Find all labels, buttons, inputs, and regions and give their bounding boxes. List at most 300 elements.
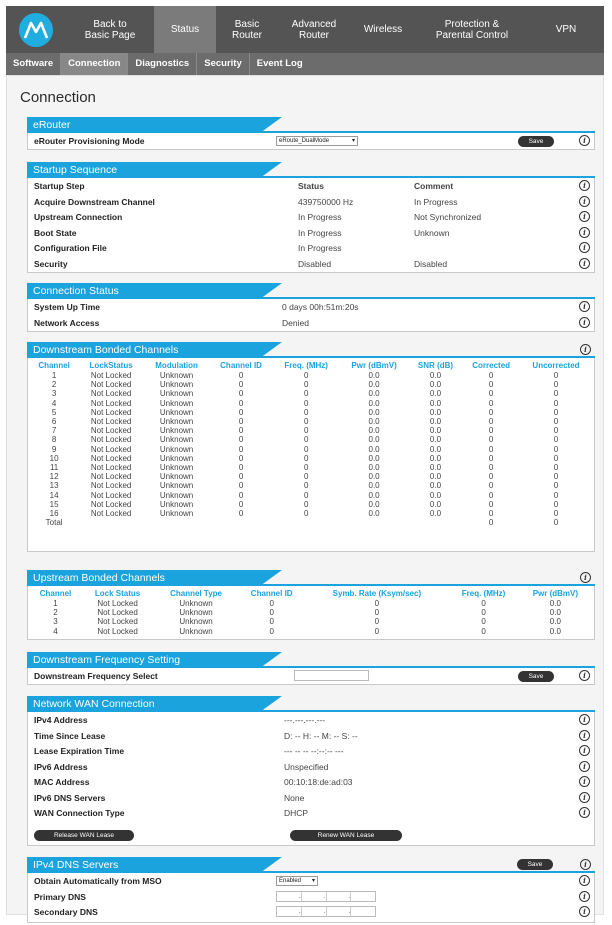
table-row (30, 627, 592, 636)
section-title: eRouter (27, 117, 260, 133)
dns-section (27, 857, 595, 923)
table-cell: Unknown (159, 380, 194, 390)
startup-body (27, 178, 595, 273)
table-cell: 0 (238, 435, 244, 445)
table-cell: Not Locked (90, 453, 132, 463)
dns-secondary-label: Secondary DNS (34, 907, 98, 917)
table-cell: 0.0 (368, 389, 380, 399)
table-row (30, 371, 592, 380)
table-row (30, 463, 592, 472)
table-cell: 2 (51, 380, 57, 390)
table-cell: 0 (238, 389, 244, 399)
table-cell: 0 (238, 462, 244, 472)
top-navigation (6, 6, 604, 53)
table-cell: 0 (481, 608, 486, 618)
table-cell: Unknown (159, 371, 194, 381)
wan-value: None (284, 792, 305, 803)
table-cell: 0 (303, 462, 309, 472)
table-row (30, 617, 592, 626)
table-cell: 0 (553, 371, 559, 381)
motorola-logo-icon[interactable] (19, 13, 53, 47)
table-cell: 14 (49, 490, 59, 500)
table-cell: 0 (488, 490, 494, 500)
subnav-software[interactable]: Software (6, 53, 61, 75)
network-access-row (28, 315, 594, 331)
table-cell: Unknown (159, 490, 194, 500)
table-cell: Not Locked (90, 462, 132, 472)
table-cell: Not Locked (90, 389, 132, 399)
info-icon[interactable]: i (579, 891, 590, 902)
table-cell: 0.0 (368, 426, 380, 436)
ds-frequency-section (27, 652, 595, 685)
subnav-security[interactable]: Security (197, 53, 250, 75)
empty-cell (273, 518, 340, 527)
table-cell: 2 (53, 608, 58, 618)
table-cell: Not Locked (90, 407, 132, 417)
startup-status: In Progress (298, 243, 342, 253)
nav-protection-parental-control[interactable]: Protection & Parental Control (435, 18, 509, 41)
network-access-value: Denied (282, 317, 309, 328)
table-cell: 0 (488, 407, 494, 417)
table-cell: 0.0 (429, 398, 442, 408)
dns-obtain-value: Enabled (279, 878, 302, 884)
table-row (30, 500, 592, 509)
ds-frequency-save-button[interactable]: Save (518, 671, 554, 682)
wan-value: --- -- -- --:--:-- --- (284, 746, 344, 756)
ip-octet[interactable]: . (327, 892, 352, 901)
empty-cell (339, 518, 408, 527)
table-cell: Unknown (159, 472, 194, 482)
table-cell: 15 (49, 499, 59, 509)
table-cell: 0.0 (368, 472, 380, 482)
table-cell: 0 (269, 599, 274, 609)
info-icon[interactable]: i (579, 792, 590, 803)
table-row (30, 472, 592, 481)
info-icon[interactable]: i (579, 317, 590, 328)
table-cell: 0 (303, 444, 309, 454)
table-cell: Unknown (179, 599, 213, 609)
table-cell: 0.0 (368, 371, 380, 381)
table-cell: 0 (374, 626, 380, 636)
table-cell: 0.0 (368, 481, 380, 491)
table-cell: 0 (238, 472, 244, 482)
col-symb-rate: Symb. Rate (Ksym/sec) (332, 589, 422, 598)
table-cell: 0 (553, 435, 559, 445)
total-label: Total (45, 518, 63, 528)
col-modulation: Modulation (155, 361, 198, 370)
nav-back-to-basic[interactable]: Back to Basic Page (84, 18, 136, 41)
table-cell: 0.0 (368, 462, 380, 472)
table-cell: 8 (51, 435, 57, 445)
table-cell: 0 (488, 389, 494, 399)
table-cell: 0.0 (429, 426, 442, 436)
table-cell: 0.0 (429, 444, 442, 454)
table-cell: 0 (553, 490, 559, 500)
table-cell: 0.0 (429, 453, 442, 463)
table-cell: Not Locked (97, 608, 138, 618)
startup-row (28, 225, 594, 241)
section-title: Downstream Bonded Channels (27, 342, 260, 358)
table-cell: Not Locked (90, 417, 132, 427)
table-cell: 0.0 (368, 407, 380, 417)
wan-label: IPv6 Address (34, 761, 88, 772)
table-row (30, 435, 592, 444)
col-channel: Channel (38, 361, 70, 370)
system-up-time-row (28, 299, 594, 315)
table-cell: 0 (238, 499, 244, 509)
table-cell: 0.0 (368, 499, 380, 509)
table-row (30, 599, 592, 608)
startup-comment: Not Synchronized (414, 212, 482, 222)
table-cell: 0.0 (429, 417, 442, 427)
upstream-header (27, 570, 595, 586)
table-cell: 0 (238, 481, 244, 491)
wan-label: Lease Expiration Time (34, 746, 125, 756)
table-cell: 0 (488, 499, 494, 509)
table-cell: 0 (374, 599, 380, 609)
dns-header (27, 857, 595, 873)
table-cell: 0 (303, 472, 309, 482)
nav-wireless[interactable]: Wireless (363, 24, 403, 35)
empty-cell (209, 518, 273, 527)
total-uncorrected: 0 (553, 518, 559, 528)
erouter-mode-row (28, 133, 594, 149)
table-cell: Not Locked (97, 617, 138, 627)
dns-body (27, 873, 595, 923)
erouter-mode-select[interactable] (276, 136, 358, 146)
table-cell: 0 (269, 617, 274, 627)
subnav-connection[interactable]: Connection (61, 53, 128, 75)
col-uncorrected: Uncorrected (532, 361, 580, 370)
table-cell: 7 (51, 426, 57, 436)
table-cell: Not Locked (90, 481, 132, 491)
startup-header-row (28, 178, 594, 194)
wan-label: WAN Connection Type (34, 808, 125, 818)
info-icon[interactable]: i (579, 196, 590, 207)
startup-header (27, 162, 595, 178)
nav-status[interactable]: Status (154, 6, 216, 53)
info-icon[interactable]: i (579, 745, 590, 756)
table-cell: 0.0 (368, 508, 380, 518)
table-cell: Unknown (159, 453, 194, 463)
table-cell: 0.0 (429, 481, 442, 491)
table-cell: 0.0 (368, 398, 380, 408)
table-row (30, 380, 592, 389)
dns-primary-row (28, 889, 594, 905)
col-channel-id: Channel ID (220, 361, 262, 370)
upstream-table-body (30, 599, 592, 636)
wan-body (27, 712, 595, 846)
table-cell: 0 (303, 499, 309, 509)
table-cell: Unknown (159, 417, 194, 427)
startup-row (28, 240, 594, 256)
startup-comment: Unknown (414, 227, 450, 238)
info-icon[interactable]: i (579, 135, 590, 146)
table-cell: 0.0 (429, 407, 442, 417)
table-row (30, 399, 592, 408)
table-cell: 0 (553, 417, 559, 427)
chevron-down-icon: ▾ (311, 878, 315, 884)
table-cell: 0 (238, 371, 244, 381)
table-cell: 0.0 (368, 380, 380, 390)
table-cell: 0 (238, 426, 244, 436)
info-icon[interactable]: i (579, 807, 590, 818)
table-cell: 0.0 (368, 444, 380, 454)
table-cell: 0 (303, 371, 309, 381)
connection-status-body (27, 299, 595, 332)
subnav-diagnostics[interactable]: Diagnostics (128, 53, 197, 75)
section-title: Startup Sequence (27, 162, 260, 178)
table-cell: 3 (51, 389, 57, 399)
table-cell: Unknown (159, 389, 194, 399)
table-cell: Not Locked (90, 472, 132, 482)
table-cell: 0 (303, 380, 309, 390)
table-cell: 0 (238, 398, 244, 408)
wan-value: 00:10:18:de:ad:03 (284, 777, 353, 787)
release-wan-lease-button[interactable]: Release WAN Lease (34, 830, 134, 841)
table-cell: 0 (488, 453, 494, 463)
startup-section (27, 162, 595, 273)
info-icon[interactable]: i (580, 859, 591, 870)
col-channel-type: Channel Type (170, 589, 222, 598)
col-channel-id: Channel ID (250, 589, 293, 598)
section-title: Connection Status (27, 283, 260, 299)
col-channel: Channel (39, 589, 72, 598)
info-icon[interactable]: i (579, 242, 590, 253)
table-cell: 0 (488, 444, 494, 454)
table-cell: Not Locked (90, 398, 132, 408)
dns-primary-label: Primary DNS (34, 891, 86, 902)
col-pwr: Pwr (dBmV) (351, 361, 397, 370)
info-icon[interactable]: i (579, 714, 590, 725)
table-cell: 6 (51, 417, 57, 427)
nav-basic-router[interactable]: Basic Router (231, 18, 262, 41)
wan-row (28, 759, 594, 775)
table-cell: Unknown (159, 444, 194, 454)
table-cell: 0 (238, 453, 244, 463)
wan-value: Unspecified (284, 761, 329, 772)
table-cell: 11 (49, 462, 59, 472)
erouter-mode-value: eRoute_DualMode (279, 138, 330, 144)
dns-secondary-row (28, 904, 594, 920)
info-icon[interactable]: i (579, 227, 590, 238)
content-page (6, 75, 604, 915)
secondary-dns-input[interactable] (276, 906, 376, 917)
table-row (30, 481, 592, 490)
erouter-header (27, 117, 595, 133)
wan-header (27, 696, 595, 712)
info-icon[interactable]: i (580, 572, 591, 583)
startup-status: Disabled (298, 258, 332, 269)
startup-step: Configuration File (34, 243, 107, 253)
table-cell: 0 (553, 462, 559, 472)
ip-octet[interactable] (351, 892, 375, 901)
ip-octet[interactable]: . (277, 892, 302, 901)
startup-row (28, 194, 594, 210)
wan-label: Time Since Lease (34, 730, 106, 741)
system-up-time-label: System Up Time (34, 302, 100, 312)
table-cell: 0 (238, 407, 244, 417)
info-icon[interactable]: i (579, 730, 590, 741)
table-cell: Unknown (159, 435, 194, 445)
table-cell: 0.0 (549, 608, 561, 618)
total-corrected: 0 (488, 518, 494, 528)
table-cell: 0 (238, 490, 244, 500)
table-cell: 0 (553, 444, 559, 454)
table-cell: 0 (269, 626, 274, 636)
startup-status: In Progress (298, 212, 342, 222)
table-cell: 0 (488, 472, 494, 482)
table-cell: 0 (488, 426, 494, 436)
table-cell: 0 (303, 453, 309, 463)
info-icon[interactable]: i (579, 906, 590, 917)
ip-octet[interactable]: . (302, 892, 327, 901)
table-cell: Unknown (179, 608, 213, 618)
table-row (30, 454, 592, 463)
table-cell: 4 (53, 626, 58, 636)
table-cell: 0.0 (429, 380, 442, 390)
table-cell: 0 (553, 380, 559, 390)
page-title: Connection (20, 89, 96, 106)
table-cell: 0.0 (429, 508, 442, 518)
table-cell: 0.0 (429, 435, 442, 445)
dns-obtain-row (28, 873, 594, 889)
table-cell: 0 (488, 435, 494, 445)
dns-obtain-label: Obtain Automatically from MSO (34, 876, 162, 886)
nav-vpn[interactable]: VPN (555, 24, 577, 35)
info-icon[interactable]: i (579, 875, 590, 886)
upstream-table (30, 588, 592, 636)
downstream-body (27, 358, 595, 552)
col-freq: Freq. (MHz) (461, 589, 506, 598)
table-cell: 0 (553, 426, 559, 436)
dns-obtain-select[interactable] (276, 876, 318, 886)
info-icon[interactable]: i (579, 670, 590, 681)
empty-cell (409, 518, 463, 527)
startup-step: Acquire Downstream Channel (34, 196, 155, 207)
ds-frequency-row (28, 668, 594, 684)
ip-octet[interactable] (351, 907, 375, 916)
table-cell: 0 (303, 490, 309, 500)
ip-octet[interactable]: . (302, 907, 327, 916)
col-freq: Freq. (MHz) (284, 361, 328, 370)
subnav-event-log[interactable]: Event Log (256, 58, 303, 69)
table-cell: 0 (488, 417, 494, 427)
table-cell: 0 (269, 608, 274, 618)
table-row (30, 445, 592, 454)
table-cell: 0 (488, 462, 494, 472)
table-cell: Not Locked (90, 435, 132, 445)
connection-status-section (27, 283, 595, 332)
downstream-table (30, 360, 592, 527)
startup-comment-header: Comment (414, 181, 454, 191)
table-cell: Not Locked (90, 371, 132, 381)
table-cell: 0 (303, 398, 309, 408)
table-cell: 0.0 (368, 490, 380, 500)
ip-octet[interactable]: . (327, 907, 352, 916)
table-cell: 0.0 (368, 453, 380, 463)
table-cell: 10 (49, 453, 59, 463)
wan-value: D: -- H: -- M: -- S: -- (284, 730, 358, 741)
col-snr: SNR (dB) (417, 361, 454, 370)
table-cell: 0 (374, 617, 380, 627)
table-cell: 0 (488, 508, 494, 518)
table-cell: Not Locked (90, 499, 132, 509)
table-cell: 0 (303, 426, 309, 436)
startup-step: Boot State (34, 227, 77, 238)
table-cell: 1 (51, 371, 57, 381)
erouter-save-button[interactable]: Save (518, 136, 554, 147)
startup-comment: In Progress (414, 196, 458, 207)
startup-step: Security (34, 258, 68, 269)
table-header-row (30, 360, 592, 371)
table-cell: 0.0 (429, 499, 442, 509)
startup-status: In Progress (298, 227, 342, 238)
info-icon[interactable]: i (579, 776, 590, 787)
dns-save-button[interactable]: Save (517, 859, 553, 870)
table-cell: Unknown (159, 481, 194, 491)
info-icon[interactable]: i (579, 761, 590, 772)
table-cell: 0 (303, 407, 309, 417)
table-cell: 0 (481, 617, 486, 627)
table-cell: 0 (553, 389, 559, 399)
wan-row (28, 774, 594, 790)
table-cell: 0.0 (429, 462, 442, 472)
ds-frequency-body (27, 668, 595, 685)
ip-octet[interactable]: . (277, 907, 302, 916)
table-cell: 4 (51, 398, 57, 408)
info-icon[interactable]: i (579, 301, 590, 312)
logo-container (6, 6, 66, 53)
upstream-section (27, 570, 595, 640)
table-cell: 0 (481, 626, 486, 636)
ds-frequency-input[interactable] (294, 670, 369, 681)
table-cell: Unknown (159, 426, 194, 436)
table-cell: 0.0 (429, 389, 442, 399)
empty-cell (78, 518, 144, 527)
col-pwr: Pwr (dBmV) (532, 589, 579, 598)
info-icon[interactable]: i (579, 180, 590, 191)
section-title: IPv4 DNS Servers (27, 857, 260, 873)
startup-step-header: Startup Step (34, 181, 85, 191)
wan-label: IPv4 Address (34, 715, 88, 725)
table-cell: 0.0 (549, 626, 561, 636)
info-icon[interactable]: i (579, 211, 590, 222)
erouter-body (27, 133, 595, 150)
wan-row (28, 790, 594, 806)
system-up-time-value: 0 days 00h:51m:20s (282, 302, 359, 312)
table-cell: 0 (553, 453, 559, 463)
info-icon[interactable]: i (579, 258, 590, 269)
table-cell: 0 (553, 508, 559, 518)
table-cell: 0 (238, 444, 244, 454)
downstream-table-body (30, 371, 592, 527)
info-icon[interactable]: i (580, 344, 591, 355)
section-title: Network WAN Connection (27, 696, 260, 712)
col-lock-status: LockStatus (89, 361, 133, 370)
table-cell: Not Locked (90, 508, 132, 518)
startup-row (28, 256, 594, 272)
table-cell: 0 (553, 499, 559, 509)
table-cell: 0.0 (429, 472, 442, 482)
nav-advanced-router[interactable]: Advanced Router (291, 18, 337, 41)
renew-wan-lease-button[interactable]: Renew WAN Lease (290, 830, 402, 841)
table-cell: 0 (488, 398, 494, 408)
table-cell: 0 (238, 508, 244, 518)
chevron-down-icon: ▾ (351, 138, 355, 144)
primary-dns-input[interactable] (276, 891, 376, 902)
table-cell: 16 (49, 508, 59, 518)
